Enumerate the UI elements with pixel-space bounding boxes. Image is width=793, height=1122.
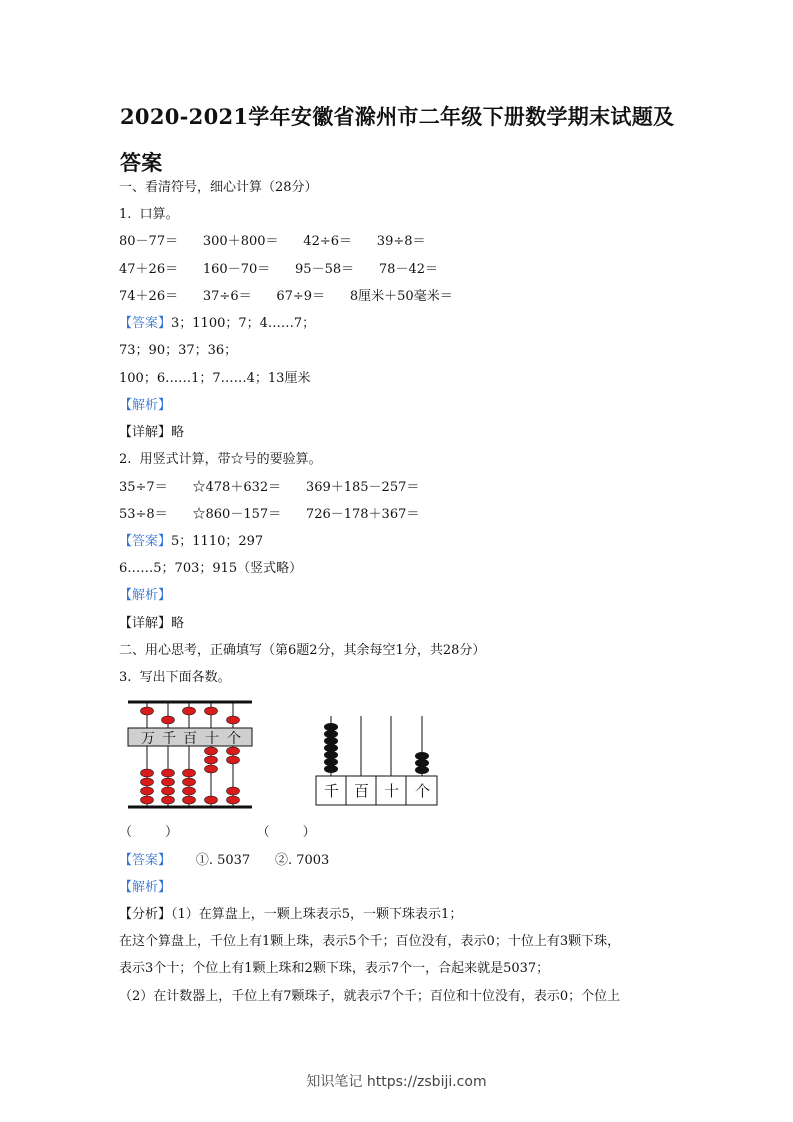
- blank-row: （ ） （ ）: [119, 825, 316, 840]
- page-title: 2020-2021学年安徽省滁州市二年级下册数学期末试题及答案: [120, 104, 675, 175]
- answer-line: 100；6……1；7……4；13厘米: [119, 371, 311, 386]
- explanation-label: 【分析】: [119, 907, 172, 922]
- answer-line: 【答案】5；1110；297: [119, 534, 264, 549]
- upper-bead: [227, 716, 240, 724]
- detail-line: 【详解】略: [119, 616, 185, 631]
- counter-place-label: 个: [415, 782, 431, 800]
- abacus-place-label: 个: [227, 731, 241, 747]
- lower-bead: [183, 796, 196, 804]
- section-heading: 二、用心思考，正确填写（第6题2分，其余每空1分，共28分）: [119, 643, 486, 658]
- upper-bead: [205, 707, 218, 715]
- detail-label: 【详解】: [119, 616, 172, 631]
- lower-bead: [227, 756, 240, 764]
- counter-bead: [324, 737, 338, 745]
- answer-label: 【答案】: [119, 316, 172, 331]
- footer-watermark: 知识笔记 https://zsbiji.com: [306, 1074, 487, 1090]
- detail-line: 【详解】略: [119, 425, 185, 440]
- lower-bead: [141, 778, 154, 786]
- counter-figure: [312, 712, 442, 808]
- lower-bead: [141, 787, 154, 795]
- lower-bead: [227, 787, 240, 795]
- lower-bead: [141, 796, 154, 804]
- lower-bead: [183, 769, 196, 777]
- counter-bead: [415, 759, 429, 767]
- problem-row: 74＋26＝ 37÷6＝ 67÷9＝ 8厘米＋50毫米＝: [119, 289, 453, 304]
- lower-bead: [162, 796, 175, 804]
- analysis-label: 【解析】: [119, 588, 172, 603]
- detail-label: 【详解】: [119, 425, 172, 440]
- explanation-line: 【分析】（1）在算盘上，一颗上珠表示5，一颗下珠表示1；: [119, 907, 463, 922]
- abacus-place-label: 百: [183, 731, 197, 747]
- explanation-line: 在这个算盘上，千位上有1颗上珠，表示5个千；百位没有，表示0；十位上有3颗下珠，: [119, 934, 621, 949]
- problem-row: 53÷8＝ ☆860－157＝ 726－178＋367＝: [119, 507, 420, 522]
- lower-bead: [205, 747, 218, 755]
- upper-bead: [162, 716, 175, 724]
- counter-place-label: 十: [384, 782, 400, 800]
- question-2: 2. 用竖式计算，带☆号的要验算。: [119, 452, 322, 467]
- counter-bead: [324, 730, 338, 738]
- answer-line: 【答案】3；1100；7；4……7；: [119, 316, 316, 331]
- counter-bead: [415, 766, 429, 774]
- counter-bead: [324, 723, 338, 731]
- answer-line: 6……5；703；915（竖式略）: [119, 561, 303, 576]
- analysis-label: 【解析】: [119, 398, 172, 413]
- counter-bead: [324, 765, 338, 773]
- lower-bead: [227, 747, 240, 755]
- abacus-place-label: 十: [205, 731, 219, 747]
- lower-bead: [205, 756, 218, 764]
- lower-bead: [162, 787, 175, 795]
- abacus-place-label: 万: [141, 731, 155, 747]
- lower-bead: [183, 778, 196, 786]
- lower-bead: [205, 765, 218, 773]
- counter-place-label: 千: [324, 782, 340, 800]
- explanation-line: （2）在计数器上，千位上有7颗珠子，就表示7个千；百位和十位没有，表示0；个位上: [119, 989, 621, 1004]
- lower-bead: [227, 796, 240, 804]
- question-1: 1. 口算。: [119, 207, 179, 222]
- counter-bead: [324, 751, 338, 759]
- lower-bead: [162, 778, 175, 786]
- counter-bead: [415, 752, 429, 760]
- answer-label: 【答案】: [119, 534, 172, 549]
- abacus-figure: [120, 698, 260, 813]
- upper-bead: [183, 707, 196, 715]
- question-3: 3. 写出下面各数。: [119, 670, 231, 685]
- abacus-place-label: 千: [162, 731, 176, 747]
- counter-bead: [324, 744, 338, 752]
- counter-place-label: 百: [354, 782, 370, 800]
- problem-row: 80－77＝ 300＋800＝ 42÷6＝ 39÷8＝: [119, 234, 426, 249]
- lower-bead: [162, 769, 175, 777]
- answer-label: 【答案】: [119, 853, 172, 868]
- upper-bead: [141, 707, 154, 715]
- problem-row: 35÷7＝ ☆478＋632＝ 369＋185－257＝: [119, 480, 420, 495]
- answer-line: 73；90；37；36；: [119, 343, 238, 358]
- problem-row: 47＋26＝ 160－70＝ 95－58＝ 78－42＝: [119, 262, 438, 277]
- analysis-label: 【解析】: [119, 880, 172, 895]
- answer-line: 【答案】 ①. 5037 ②. 7003: [119, 853, 330, 868]
- explanation-line: 表示3个十；个位上有1颗上珠和2颗下珠，表示7个一，合起来就是5037；: [119, 961, 550, 976]
- lower-bead: [183, 787, 196, 795]
- lower-bead: [141, 769, 154, 777]
- section-heading: 一、看清符号，细心计算（28分）: [119, 180, 318, 195]
- lower-bead: [205, 796, 218, 804]
- counter-bead: [324, 758, 338, 766]
